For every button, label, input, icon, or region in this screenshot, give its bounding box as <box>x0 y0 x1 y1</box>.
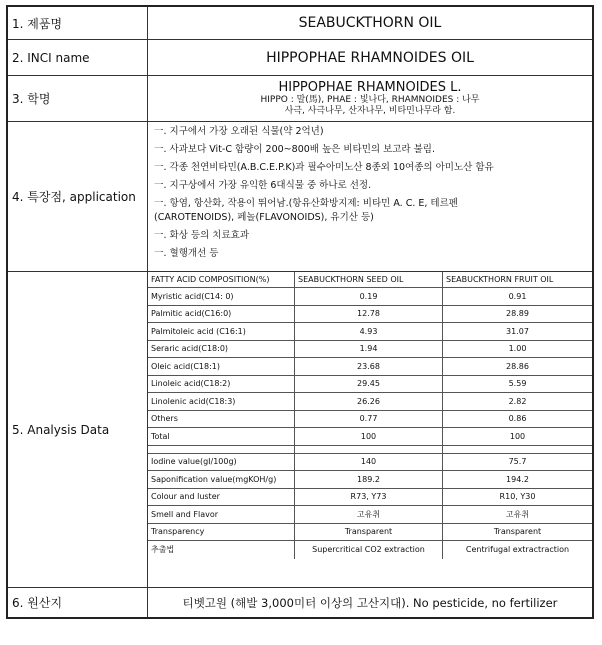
fruit-value: 고유취 <box>505 509 530 519</box>
seed-value: 23.68 <box>295 358 443 375</box>
feature-item: (CAROTENOIDS), 페놀(FLAVONOIDS), 유기산 등) <box>154 212 374 223</box>
table-row <box>148 541 592 559</box>
row-label: Myristic acid(C14: 0) <box>148 288 295 305</box>
fruit-value: 31.07 <box>506 326 529 336</box>
row-label: Saponification value(mgKOH/g) <box>148 471 295 488</box>
table-row <box>148 428 592 446</box>
analysis-data-label: 5. Analysis Data <box>8 272 148 587</box>
row-inci-name <box>8 40 592 76</box>
header-fatty-acid: FATTY ACID COMPOSITION(%) <box>148 272 295 287</box>
scientific-name-value: HIPPOPHAE RHAMNOIDES L. <box>278 80 462 95</box>
origin-value: 티벳고원 (해발 3,000미터 이상의 고산지대). No pesticide, no fertilizer <box>182 595 558 610</box>
fruit-value: 28.89 <box>506 309 529 319</box>
seed-value: 12.78 <box>295 306 443 323</box>
row-label: Linolenic acid(C18:3) <box>148 393 295 410</box>
scientific-name-label: 3. 학명 <box>8 76 148 121</box>
table-spacer-row <box>148 446 592 454</box>
table-row <box>148 288 592 306</box>
row-label: Iodine value(gI/100g) <box>148 454 295 471</box>
fruit-value: 0.91 <box>508 291 527 301</box>
table-row <box>148 524 592 542</box>
scientific-name-note-1: HIPPO : 말(馬), PHAE : 빛나다, RHAMNOIDES : 나무 <box>260 95 480 105</box>
analysis-header-row <box>148 272 592 288</box>
feature-item: 一. 각종 천연비타민(A.B.C.E.P.K)과 필수아미노산 8종외 10여종의 아미노산 함유 <box>154 162 494 173</box>
header-fruit-oil: SEABUCKTHORN FRUIT OIL <box>446 275 554 284</box>
row-label: 추출법 <box>148 541 295 559</box>
fruit-value: 194.2 <box>506 474 529 484</box>
features-list <box>148 122 592 271</box>
row-label: Palmitic acid(C16:0) <box>148 306 295 323</box>
seed-value: 189.2 <box>295 471 443 488</box>
table-row <box>148 358 592 376</box>
seed-value: 1.94 <box>295 341 443 358</box>
inci-name-label: 2. INCI name <box>8 40 148 75</box>
seed-value: 고유취 <box>295 506 443 523</box>
row-label: Linoleic acid(C18:2) <box>148 376 295 393</box>
seed-value: 26.26 <box>295 393 443 410</box>
feature-item: 一. 화상 등의 치료효과 <box>154 230 249 241</box>
row-label: Oleic acid(C18:1) <box>148 358 295 375</box>
row-features <box>8 122 592 272</box>
row-product-name <box>8 7 592 40</box>
product-name-value: SEABUCKTHORN OIL <box>298 15 442 31</box>
row-scientific-name <box>8 76 592 122</box>
row-origin <box>8 588 592 617</box>
seed-value: 140 <box>295 454 443 471</box>
table-row <box>148 306 592 324</box>
table-row <box>148 411 592 429</box>
row-label: Smell and Flavor <box>148 506 295 523</box>
table-row <box>148 323 592 341</box>
row-label: Others <box>148 411 295 428</box>
feature-item: 一. 항염, 항산화, 작용이 뛰어남.(항유산화방지제: 비타민 A. C. E, 테르펜 <box>154 198 458 209</box>
fruit-value: 1.00 <box>508 344 527 354</box>
row-label: Transparency <box>148 524 295 541</box>
table-row <box>148 489 592 507</box>
seed-value: 4.93 <box>295 323 443 340</box>
table-row <box>148 506 592 524</box>
row-label: Palmitoleic acid (C16:1) <box>148 323 295 340</box>
seed-value: 100 <box>295 428 443 445</box>
feature-item: 一. 지구상에서 가장 유익한 6대식물 중 하나로 선정. <box>154 180 372 191</box>
origin-label: 6. 원산지 <box>8 588 148 617</box>
spec-sheet <box>6 5 594 619</box>
table-row <box>148 341 592 359</box>
table-row <box>148 471 592 489</box>
fruit-value: 2.82 <box>508 396 527 406</box>
inci-name-value: HIPPOPHAE RHAMNOIDES OIL <box>266 49 474 66</box>
feature-item: 一. 혈행개선 등 <box>154 248 219 259</box>
row-label: Colour and luster <box>148 489 295 506</box>
fruit-value: R10, Y30 <box>499 492 536 502</box>
scientific-name-cell <box>148 76 592 121</box>
product-name-label: 1. 제품명 <box>8 7 148 39</box>
feature-item: 一. 지구에서 가장 오래된 식물(약 2억년) <box>154 126 324 137</box>
row-label: Seraric acid(C18:0) <box>148 341 295 358</box>
analysis-table <box>148 272 592 587</box>
header-seed-oil: SEABUCKTHORN SEED OIL <box>295 272 443 287</box>
fruit-value: Transparent <box>493 527 542 537</box>
seed-value: 0.77 <box>295 411 443 428</box>
seed-value: Supercritical CO2 extraction <box>295 541 443 559</box>
fruit-value: 0.86 <box>508 414 527 424</box>
fruit-value: Centrifugal extractraction <box>465 545 570 555</box>
fruit-value: 100 <box>509 431 526 441</box>
table-row <box>148 393 592 411</box>
table-row <box>148 454 592 472</box>
spacer-cell <box>295 446 443 453</box>
seed-value: 0.19 <box>295 288 443 305</box>
fruit-value: 5.59 <box>508 379 527 389</box>
spacer-cell <box>443 446 592 453</box>
seed-value: 29.45 <box>295 376 443 393</box>
seed-value: Transparent <box>295 524 443 541</box>
spacer-cell <box>148 446 295 453</box>
row-label: Total <box>148 428 295 445</box>
fruit-value: 75.7 <box>508 457 527 467</box>
scientific-name-note-2: 사극, 사극나무, 산자나무, 비타민나무라 함. <box>284 106 456 116</box>
row-analysis-data <box>8 272 592 588</box>
feature-item: 一. 사과보다 Vit-C 함량이 200~800배 높은 비타민의 보고라 불림. <box>154 144 436 155</box>
table-row <box>148 376 592 394</box>
seed-value: R73, Y73 <box>295 489 443 506</box>
features-label: 4. 특장점, application <box>8 122 148 271</box>
fruit-value: 28.86 <box>506 361 529 371</box>
